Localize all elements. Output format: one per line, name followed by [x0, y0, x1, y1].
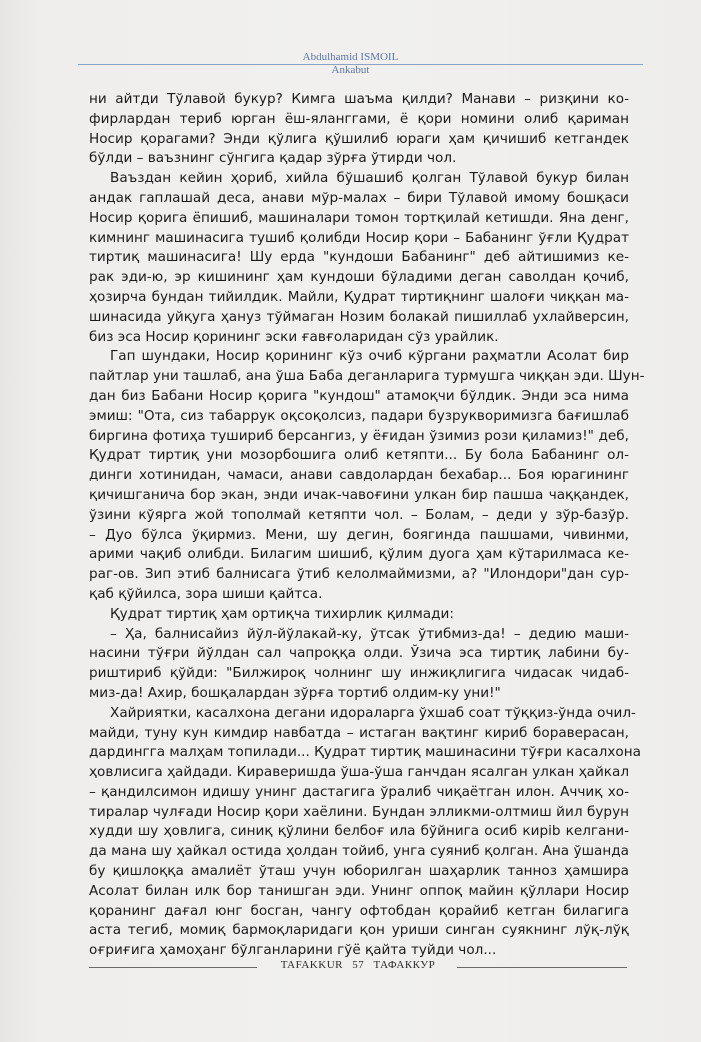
body-text: [89, 90, 645, 961]
text-line: Гап шундаки, Носир қорининг кўз очиб кўргани раҳматли Асолат бир: [110, 348, 629, 365]
running-footer: [0, 958, 701, 978]
text-line: раг-ов. Зип этиб балнисага ўтиб келолмаймизми, а? "Илондори"дан сур-: [89, 566, 629, 583]
text-line: бўлди – ваъзнинг сўнгига қадар зўрға ўтирди чол.: [89, 150, 457, 167]
text-line: Носир қорагами? Энди қўлига қўшилиб юраги ҳам қичишиб кетгандек: [89, 130, 629, 147]
header-author: Abdulhamid ISMOIL: [302, 51, 399, 63]
text-line: – Дуо бўлса ўқирмиз. Мени, шу дегин, боягинда пашшами, чивинми,: [89, 526, 629, 543]
text-line: оғриғига ҳамоҳанг бўлганларини гўё қайта туйди чол...: [89, 942, 497, 959]
text-line: Хайриятки, касалхона дегани идораларга ўхшаб соат тўққиз-ўнда очил-: [110, 704, 636, 721]
text-line: майди, туну кун кимдир навбатда – истаган вақтинг кириб бораверасан,: [89, 724, 629, 741]
text-line: эмиш: "Ота, сиз табаррук оқсоқолсиз, падари бузрукворимизга бағишлаб: [89, 407, 629, 424]
text-line: худди шу ҳовлига, синиқ қўлини белбоғ ила бўйнига осиб кирib келгани-: [89, 823, 629, 840]
text-line: ни айтди Тўлавой букур? Кимга шаъма қилди? Манави – ризқини ко-: [89, 91, 629, 107]
footer-rule-right: [457, 967, 627, 968]
paragraph: [89, 704, 641, 961]
text-line: Қудрат тиртиқ ҳам ортиқча тихирлик қилмади:: [110, 605, 454, 622]
text-line: қоранинг дағал юнг босган, чангу офтобдан қорайиб кетган билагига: [89, 902, 629, 919]
text-line: Ваъздан кейин ҳориб, хийла бўшашиб қолган Тўлавой букур билан: [110, 170, 629, 187]
text-line: биргина фотиҳа тушириб берсангиз, у ёғидан ўзимиз рози қиламиз!" деб,: [89, 427, 629, 444]
text-line: бу қишлоққа амалиёт ўташ учун юборилган шаҳарлик танноз ҳамшира: [89, 863, 629, 880]
text-line: динги хотинидан, чамаси, анави савдолардан бехабар... Боя юрагининг: [89, 467, 629, 484]
text-line: фирлардан териб юрган ёш-яланггами, ё қори номини олиб қариман: [89, 110, 629, 127]
running-header: [0, 50, 701, 80]
text-line: миз-да! Ахир, бошқалардан зўрға тортиб олдим-ку уни!": [89, 684, 501, 701]
footer-rule-left: [89, 967, 257, 968]
text-line: рак эди-ю, эр кишининг ҳам кундоши бўладими деган саволдан қочиб,: [89, 269, 629, 286]
paragraph: [89, 169, 629, 347]
text-line: Қудрат тиртиқ уни мозорбошига олиб кетяпти... Бу бола Бабанинг ол-: [89, 447, 629, 464]
text-line: андак гаплашай деса, анави мўр-малах – бири Тўлавой имому бошқаси: [89, 189, 629, 206]
text-line: дан биз Бабани Носир қорига "кундош" атамоқчи бўлдик. Энди эса нима: [89, 387, 629, 404]
text-line: тиртиқ машинасига! Шу ерда "кундоши Бабанинг" деб айтишимиз ке-: [89, 249, 629, 266]
paragraph: [89, 347, 645, 604]
text-line: ҳовлисига ҳайдади. Кираверишда ўша-ўша ганчдан ясалган улкан ҳайкал: [89, 764, 630, 781]
text-line: да мана шу ҳайкал остида ҳолдан тойиб, унга суяниб қолган. Ана ўшанда: [89, 843, 629, 860]
paragraph: [89, 625, 629, 704]
text-line: – Ҳа, балнисайиз йўл-йўлакай-ку, ўтсак ўтибмиз-да! – дедию маши-: [110, 625, 629, 642]
text-line: пайтлар уни ташлаб, ана ўша Баба деганларига турмушга чиққан эди. Шун-: [89, 368, 645, 385]
header-title: Ankabut: [331, 64, 370, 76]
text-line: дардингга малҳам топилади... Қудрат тиртиқ машинасини тўғри касалхона: [89, 744, 641, 761]
text-line: насини тўғри йўлдан сал чапроққа олди. Ўзича эса тиртиқ лабини бу-: [89, 645, 629, 662]
text-line: ўзини кўярга жой тополмай кетяпти чол. – Болам, – деди у зўр-базўр.: [89, 506, 629, 523]
paragraph: [89, 90, 629, 169]
text-line: шинасида уйқуга ҳануз тўймаган Нозим болакай пишиллаб ухлайверсин,: [89, 308, 629, 325]
text-line: Носир қорига ёпишиб, машиналари томон тортқилай кетишди. Яна денг,: [89, 209, 629, 226]
text-line: кимнинг машинасига тушиб қолибди Носир қори – Бабанинг ўғли Қудрат: [89, 229, 629, 246]
paragraph: [89, 605, 629, 625]
text-line: аста тегиб, момиқ бармоқларидаги қон уриши синган суякнинг лўқ-лўқ: [89, 922, 629, 939]
text-line: арими чақиб олибди. Билагим шишиб, қўлим дуога ҳам кўтарилмаса ке-: [89, 546, 629, 563]
text-line: риштириб қўйди: "Билжироқ чолнинг шу инжиқлигига чидасак чидаб-: [89, 665, 629, 682]
text-line: Асолат билан илк бор танишган эди. Унинг оппоқ майин қўллари Носир: [89, 882, 629, 899]
text-line: биз эса Носир қорининг эски ғавғоларидан сўз урайлик.: [89, 328, 499, 345]
text-line: қичишганича бор экан, энди ичак-чавоғини улкан бир пашша чаққандек,: [89, 486, 629, 503]
footer-text: TAFAKKUR 57 ТАФАККУР: [280, 959, 436, 971]
text-line: тиралар чулғади Носир қори хаёлини. Бундан элликми-олтмиш йил бурун: [89, 803, 629, 820]
text-line: – қандилсимон идишу унинг дастагига ўралиб чиқаётган илон. Аччиқ хо-: [89, 783, 629, 800]
text-line: ҳозирча бундан тийилдик. Майли, Қудрат тиртиқнинг шалоғи чиққан ма-: [89, 288, 629, 305]
text-line: қаб қўйилса, зора шиши қайтса.: [89, 585, 323, 602]
